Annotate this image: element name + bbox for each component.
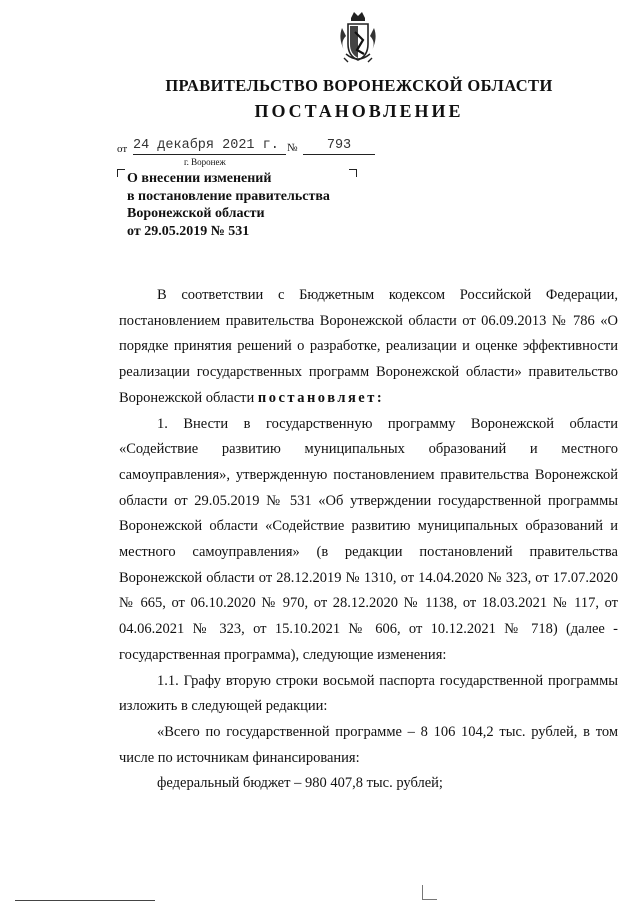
quote-paragraph: «Всего по государственной программе – 8 106 104,2 тыс. рублей, в том числе по источникам финансирования: xyxy=(119,723,618,766)
resolves-word: постановляет: xyxy=(257,389,385,406)
government-title: ПРАВИТЕЛЬСТВО ВОРОНЕЖСКОЙ ОБЛАСТИ xyxy=(165,76,553,95)
subject-line: Воронежской области xyxy=(127,206,265,221)
subject-line: О внесении изменений xyxy=(127,171,272,186)
preamble-paragraph xyxy=(119,283,618,412)
item-1-paragraph: 1. Внести в государственную программу Воронежской области «Содействие развитию муниципальных образований и местного самоуправления», утвержденную постановлением правительства Воронежской области от 29.05.2019 № 531 «Об утверждении государственной программы Воронежской области «Содействие развитию муниципальных образований и местного самоуправления» (в редакции постановлений правительства Воронежской области от 28.12.2019 № 1310, от 14.04.2020 № 323, от 17.07.2020 № 665, от 06.10.2020 № 970, от 28.12.2020 № 1138, от 18.03.2021 № 117, от 04.06.2021 № 323, от 15.10.2021 № 606, от 10.12.2021 № 718) (далее - государственная программа), следующие изменения: xyxy=(119,415,618,663)
decree-date: 24 декабря 2021 г. xyxy=(133,138,286,155)
item-1-1-paragraph: 1.1. Графу вторую строки восьмой паспорта государственной программы изложить в следующей редакции: xyxy=(119,672,618,715)
footer-corner-mark xyxy=(422,885,437,900)
decree-title: ПОСТАНОВЛЕНИЕ xyxy=(254,101,464,121)
decree-body xyxy=(119,283,618,797)
decree-number: 793 xyxy=(303,138,375,155)
coat-of-arms-icon xyxy=(336,10,380,68)
number-sign: № xyxy=(287,142,298,154)
federal-budget-paragraph: федеральный бюджет – 980 407,8 тыс. рублей; xyxy=(157,775,443,792)
subject-bracket-left xyxy=(117,169,125,177)
preamble-text: В соответствии с Бюджетным кодексом Российской Федерации, постановлением правительства Воронежской области от 06.09.2013 № 786 «О порядке принятия решений о разработке, реализации и оценке эффективности реализации государственных программ Воронежской области» правительство Воронежской области xyxy=(119,287,618,406)
footer-rule xyxy=(15,900,155,901)
date-number-line xyxy=(117,138,367,158)
subject-line: от 29.05.2019 № 531 xyxy=(127,223,250,239)
city-label: г. Воронеж xyxy=(184,157,226,167)
date-prefix: от xyxy=(117,143,128,155)
decree-subject xyxy=(127,170,367,240)
subject-line: в постановление правительства xyxy=(127,188,330,204)
